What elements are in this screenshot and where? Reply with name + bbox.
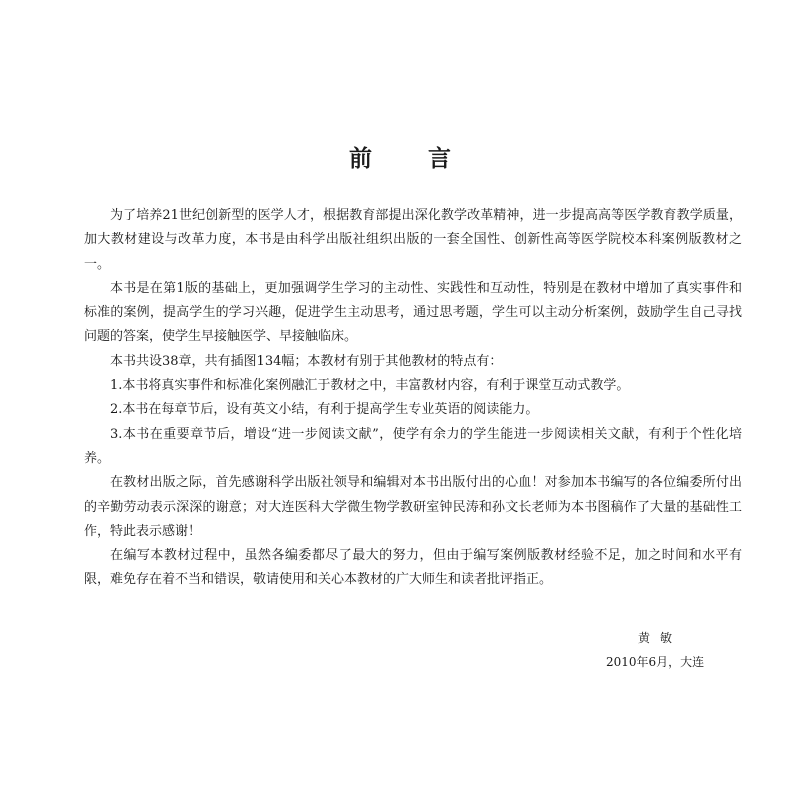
- title-char-2: 言: [428, 145, 451, 172]
- paragraph-2: 本书是在第1版的基础上，更加强调学生学习的主动性、实践性和互动性，特别是在教材中增加了真实事件和标准的案例，提高学生的学习兴趣，促进学生主动思考，通过思考题，学生可以主动分析案例，鼓励学生自己寻找问题的答案，使学生早接触医学、早接触临床。: [84, 280, 742, 345]
- paragraph-4: 1.本书将真实事件和标准化案例融汇于教材之中，丰富教材内容，有利于课堂互动式教学。: [110, 378, 630, 394]
- title-char-1: 前: [349, 145, 372, 172]
- signature-date: 2010年6月，大连: [606, 655, 705, 669]
- author-name: 黄敏: [638, 631, 683, 645]
- paragraph-5: 2.本书在每章节后，设有英文小结，有利于提高学生专业英语的阅读能力。: [110, 402, 539, 418]
- preface-body: [84, 204, 742, 593]
- paragraph-6: 3.本书在重要章节后，增设“进一步阅读文献”，使学有余力的学生能进一步阅读相关文献，有利于个性化培养。: [84, 426, 742, 466]
- paragraph-1: 为了培养21世纪创新型的医学人才，根据教育部提出深化教学改革精神，进一步提高高等医学教育教学质量，加大教材建设与改革力度，本书是由科学出版社组织出版的一套全国性、创新性高等医学院校本科案例版教材之一。: [84, 208, 742, 272]
- paragraph-7: 在教材出版之际，首先感谢科学出版社领导和编辑对本书出版付出的心血！对参加本书编写的各位编委所付出的辛勤劳动表示深深的谢意；对大连医科大学微生物学教研室钟民涛和孙文长老师为本书图稿作了大量的基础性工作，特此表示感谢！: [84, 475, 742, 539]
- signature-block: [600, 626, 740, 674]
- paragraph-8: 在编写本教材过程中，虽然各编委都尽了最大的努力，但由于编写案例版教材经验不足，加之时间和水平有限，难免存在着不当和错误，敬请使用和关心本教材的广大师生和读者批评指正。: [84, 548, 742, 588]
- page-title: [0, 140, 800, 173]
- paragraph-3: 本书共设38章，共有插图134幅；本教材有别于其他教材的特点有：: [110, 353, 503, 369]
